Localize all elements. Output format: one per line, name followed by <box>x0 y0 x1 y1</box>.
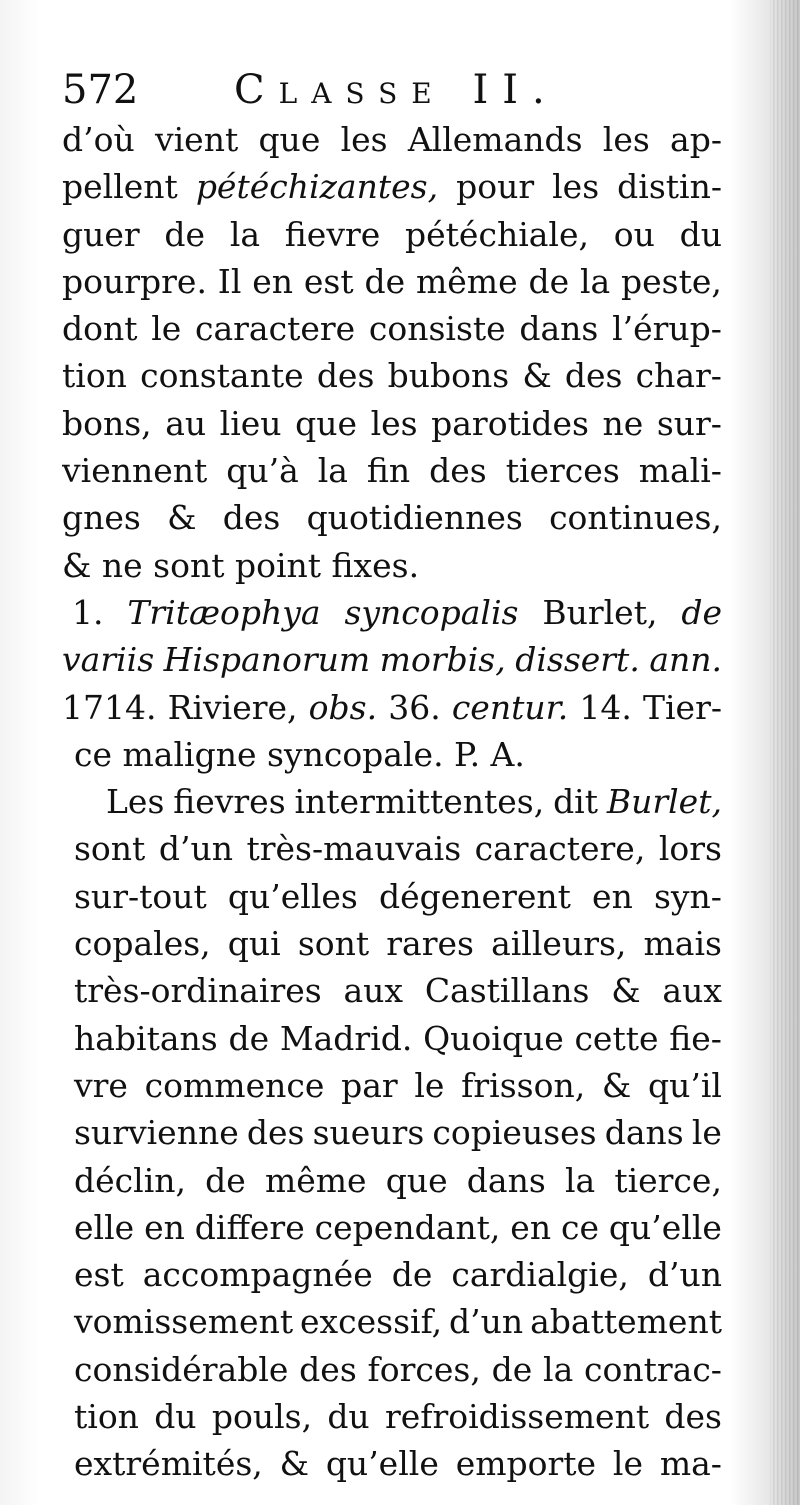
word: ou <box>613 214 655 254</box>
word: en <box>252 261 294 301</box>
word: Burlet, <box>542 592 658 632</box>
word: char- <box>635 356 722 396</box>
word: que <box>295 403 358 443</box>
word: Burlet, <box>606 782 722 822</box>
text-line <box>62 305 722 352</box>
word: Quoique <box>423 1018 564 1058</box>
word: les <box>370 403 418 443</box>
word: Il <box>217 261 242 301</box>
word: le <box>691 1113 722 1153</box>
word: qu’à <box>226 451 299 491</box>
word: excessif, <box>300 1302 443 1342</box>
word: sont <box>74 829 146 869</box>
word: Madrid. <box>279 1018 413 1058</box>
word: de <box>528 261 570 301</box>
text-line <box>62 636 722 683</box>
text-line <box>62 1393 722 1440</box>
word: du <box>327 1397 370 1437</box>
word: qu’elle <box>325 1444 439 1484</box>
word: refroidissement <box>384 1397 650 1437</box>
word: mali- <box>638 451 722 491</box>
word: d’un <box>449 1302 524 1342</box>
text-line <box>62 778 722 825</box>
word: de <box>681 592 722 632</box>
word: fin <box>366 451 411 491</box>
word: commence <box>144 1065 325 1105</box>
word: d’un <box>158 829 233 869</box>
page-edge-shadow <box>770 0 800 1505</box>
running-title: Classe II. <box>234 67 559 113</box>
text-line <box>62 731 722 778</box>
word: dans <box>466 1160 546 1200</box>
word: tion <box>74 1397 139 1437</box>
word: lieu <box>219 403 282 443</box>
word: quotidiennes <box>306 498 523 538</box>
word: variis <box>62 640 155 680</box>
word: du <box>679 214 722 254</box>
word: tierce, <box>614 1160 722 1200</box>
word: dont <box>62 309 138 349</box>
word: qu’elle <box>608 1207 722 1247</box>
word: de <box>391 1255 433 1295</box>
word: extrémités, <box>74 1444 263 1484</box>
word: ne <box>101 545 154 585</box>
word: aux <box>343 971 404 1011</box>
word: vre <box>74 1065 128 1105</box>
word: Tritæophya <box>127 592 321 632</box>
word: sont <box>297 924 370 964</box>
word: constante <box>140 356 304 396</box>
text-line <box>62 258 722 305</box>
word: de <box>205 1160 246 1200</box>
word: & <box>522 356 552 396</box>
word: & <box>167 498 197 538</box>
word: caractere, <box>474 829 646 869</box>
word: des <box>299 1349 357 1389</box>
word: consiste <box>368 309 506 349</box>
text-line <box>62 211 722 258</box>
text-line <box>62 1062 722 1109</box>
word: cette <box>574 1018 659 1058</box>
text-line <box>62 1109 722 1156</box>
word: Les <box>106 782 165 822</box>
word: cardialgie, <box>451 1255 629 1295</box>
word: & <box>279 1444 309 1484</box>
word: ailleurs, <box>491 924 627 964</box>
word: bons, <box>62 403 152 443</box>
word: qu’il <box>647 1065 722 1105</box>
word: de <box>228 1018 270 1058</box>
word: ann. <box>649 640 722 680</box>
word: 1714. <box>62 687 157 727</box>
word: qui <box>227 924 281 964</box>
text-line <box>62 967 722 1014</box>
word: dans <box>604 1113 684 1153</box>
word: la <box>543 1349 574 1389</box>
word: abattement <box>530 1302 722 1342</box>
word: très-ordinaires <box>74 971 322 1011</box>
word: differe <box>194 1207 305 1247</box>
word: des <box>222 498 281 538</box>
word: fievres <box>173 782 286 822</box>
word: vient <box>154 120 239 159</box>
text-line <box>62 1204 722 1251</box>
word: pouls, <box>211 1397 313 1437</box>
word: habitans <box>74 1018 218 1058</box>
word: continues, <box>549 498 722 538</box>
word: copieuses <box>432 1113 597 1153</box>
text-line <box>62 873 722 920</box>
word: dissert. <box>515 640 640 680</box>
word: d’un <box>647 1255 722 1295</box>
text-line <box>62 400 722 447</box>
word: & <box>62 545 102 585</box>
word: le <box>612 1444 643 1484</box>
word: pétéchizantes, <box>195 167 439 207</box>
word: point <box>234 545 332 585</box>
word: la <box>229 214 261 254</box>
word: même <box>415 261 518 301</box>
text-line <box>62 1346 722 1393</box>
text-line <box>62 1015 722 1062</box>
word: pellent <box>62 167 178 207</box>
word: des <box>564 356 623 396</box>
word: distin- <box>617 167 722 207</box>
word: que <box>258 120 321 159</box>
word: tion <box>62 356 127 396</box>
word: l’érup- <box>612 309 722 349</box>
word: en <box>510 1207 552 1247</box>
text-line <box>62 684 722 731</box>
word: dégenerent <box>379 876 571 916</box>
word: sur- <box>656 403 722 443</box>
text-line <box>62 1157 722 1204</box>
word: 14. <box>579 687 632 727</box>
word: centur. <box>451 687 569 727</box>
word: Hispanorum <box>163 640 371 680</box>
word: fie- <box>669 1018 722 1058</box>
word: cependant, <box>314 1207 501 1247</box>
word: de <box>491 1349 533 1389</box>
word: aux <box>662 971 722 1011</box>
word: ce <box>74 734 123 774</box>
word: considérable <box>74 1349 289 1389</box>
word: elle <box>74 1207 135 1247</box>
word: les <box>552 167 600 207</box>
word: Tier- <box>642 687 722 727</box>
word: syn- <box>653 876 722 916</box>
word: & <box>611 971 641 1011</box>
word: 1. <box>72 592 104 632</box>
word: maligne <box>122 734 267 774</box>
word: obs. <box>308 687 378 727</box>
word: d’où <box>62 120 135 159</box>
word: gnes <box>62 498 141 538</box>
word: dans <box>519 309 599 349</box>
running-head <box>62 60 702 120</box>
word: fixes. <box>331 545 420 585</box>
word: & <box>601 1065 632 1105</box>
word: pourpre. <box>62 261 207 301</box>
word: en <box>144 1207 185 1247</box>
text-line <box>62 825 722 872</box>
word: déclin, <box>74 1160 186 1200</box>
text-line <box>62 163 722 210</box>
word: des <box>429 451 487 491</box>
word: vomissement <box>74 1302 294 1342</box>
word: lors <box>658 829 722 869</box>
word: forces, <box>367 1349 481 1389</box>
text-line <box>62 542 722 589</box>
word: même <box>264 1160 367 1200</box>
text-line <box>62 1440 722 1487</box>
word: ap- <box>670 120 722 159</box>
word: est <box>303 261 354 301</box>
text-line <box>62 1298 722 1345</box>
word: bubons <box>387 356 510 396</box>
word: dit <box>553 782 599 822</box>
word: que <box>385 1160 448 1200</box>
word: rares <box>386 924 474 964</box>
word: des <box>664 1397 722 1437</box>
word: ma- <box>659 1444 722 1484</box>
word: en <box>592 876 633 916</box>
word: Riviere, <box>167 687 298 727</box>
word: accompagnée <box>142 1255 373 1295</box>
word: de <box>364 261 406 301</box>
word: la <box>579 261 611 301</box>
word: des <box>316 356 375 396</box>
word: copales, <box>74 924 211 964</box>
word: tierces <box>505 451 620 491</box>
word: ne <box>602 403 644 443</box>
body-text <box>62 116 722 1488</box>
text-line <box>62 352 722 399</box>
word: parotides <box>431 403 589 443</box>
word: Allemands <box>407 120 583 159</box>
word: de <box>164 214 206 254</box>
word: A. <box>490 734 525 774</box>
word: est <box>74 1255 124 1295</box>
text-line <box>62 116 722 163</box>
word: P. <box>454 734 491 774</box>
word: les <box>340 120 388 159</box>
word: emporte <box>455 1444 597 1484</box>
word: fievre <box>284 214 381 254</box>
word: caractere <box>194 309 356 349</box>
word: des <box>246 1113 305 1153</box>
word: frisson, <box>461 1065 586 1105</box>
word: 36. <box>388 687 441 727</box>
word: morbis, <box>379 640 506 680</box>
word: les <box>602 120 650 159</box>
word: par <box>341 1065 398 1105</box>
word: peste, <box>621 261 722 301</box>
word: pétéchiale, <box>405 214 589 254</box>
word: Castillans <box>424 971 590 1011</box>
word: du <box>154 1397 197 1437</box>
word: syncopalis <box>344 592 519 632</box>
word: guer <box>62 214 140 254</box>
word: viennent <box>62 451 208 491</box>
word: sont <box>153 545 235 585</box>
word: sueurs <box>312 1113 425 1153</box>
word: survienne <box>74 1113 239 1153</box>
word: syncopale. <box>267 734 455 774</box>
text-line <box>62 920 722 967</box>
word: ce <box>561 1207 600 1247</box>
word: la <box>564 1160 596 1200</box>
word: la <box>317 451 348 491</box>
word: le <box>414 1065 445 1105</box>
word: très-mauvais <box>246 829 462 869</box>
word: au <box>165 403 207 443</box>
text-line <box>62 1251 722 1298</box>
word: mais <box>643 924 722 964</box>
word: contrac- <box>584 1349 722 1389</box>
word: pour <box>456 167 535 207</box>
word: qu’elles <box>227 876 358 916</box>
text-line <box>62 447 722 494</box>
word: intermittentes, <box>294 782 545 822</box>
text-line <box>62 494 722 541</box>
word: le <box>151 309 182 349</box>
page-number: 572 <box>62 67 139 113</box>
word: sur-tout <box>74 876 207 916</box>
text-line <box>62 589 722 636</box>
